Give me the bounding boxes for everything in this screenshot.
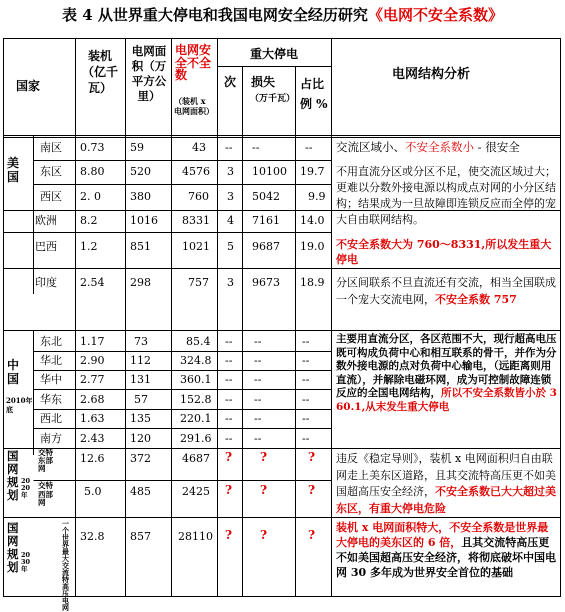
row-name: 一个世界最大交流特高压电网 — [62, 519, 69, 612]
analysis-us-eu — [336, 164, 558, 228]
cell-times: 4 — [227, 214, 234, 227]
cell-capacity: 1.17 — [80, 335, 105, 348]
cell-loss: -- — [254, 432, 262, 445]
cell-ratio: 19.0 — [300, 240, 325, 253]
cell-capacity: 5.0 — [84, 485, 102, 498]
cell-ratio: ? — [308, 528, 316, 542]
analysis-us-eu-text: 不用直流分区或分区不足，使交流区域过大；更难以分数外接电源以构成点对网的小分区结构；结果成为一旦故障即连锁反应而全停的宠大自由联网结构。 — [336, 165, 556, 226]
group-plan1: 国网规划 — [7, 449, 19, 502]
cell-area: 520 — [130, 165, 151, 178]
analysis-india — [336, 274, 558, 308]
cell-capacity: 2.54 — [80, 276, 105, 289]
row-name: 交特西部网 — [38, 481, 53, 507]
cell-coef: 1021 — [182, 240, 210, 253]
cell-loss: 5042 — [252, 190, 280, 203]
cell-ratio: ? — [308, 483, 316, 497]
group-china: 中国 — [7, 358, 20, 386]
cell-times: 3 — [227, 190, 234, 203]
row-name: 巴西 — [35, 240, 57, 253]
cell-area: 372 — [130, 452, 151, 465]
cell-times: -- — [225, 335, 233, 348]
cell-loss: ? — [260, 528, 268, 542]
analysis-south-red: 不安全系数小 — [405, 140, 474, 154]
cell-loss: -- — [254, 373, 262, 386]
cell-times: ? — [225, 528, 233, 542]
header-loss-unit: （万千瓦） — [250, 94, 296, 104]
cell-ratio: 19.7 — [300, 165, 325, 178]
analysis-india-text: 分区间联系不旦直流还有交流，相当全国联成一个宠大交流电网， — [336, 276, 556, 306]
header-coef-sub: （装机 x 电网面积） — [174, 96, 214, 116]
analysis-plan2020-red: 不安全系数已大大超过美东区，有重大停电危险 — [336, 485, 556, 515]
cell-loss: -- — [252, 141, 260, 154]
row-name: 印度 — [35, 276, 57, 289]
cell-capacity: 2.43 — [80, 432, 105, 445]
row-name: 南方 — [40, 432, 62, 445]
analysis-plan2020 — [336, 451, 558, 517]
cell-ratio: 9.9 — [308, 190, 326, 203]
cell-coef: 8331 — [182, 214, 210, 227]
cell-times: 3 — [227, 165, 234, 178]
cell-times: -- — [225, 432, 233, 445]
analysis-india-red: 不安全系数 757 — [435, 293, 517, 306]
cell-times: -- — [225, 141, 233, 154]
cell-area: 112 — [130, 354, 151, 367]
cell-times: 5 — [227, 240, 234, 253]
cell-coef: 324.8 — [180, 354, 212, 367]
cell-area: 857 — [130, 530, 151, 543]
cell-loss: ? — [260, 450, 268, 464]
analysis-china — [336, 333, 558, 414]
group-china-year: 2010年底 — [6, 396, 33, 414]
cell-capacity: 2.90 — [80, 354, 105, 367]
cell-coef: 28110 — [178, 530, 213, 543]
cell-area: 485 — [130, 485, 151, 498]
cell-loss: 10100 — [252, 165, 287, 178]
cell-loss: -- — [254, 335, 262, 348]
cell-loss: -- — [254, 393, 262, 406]
cell-coef: 4687 — [182, 452, 210, 465]
cell-times: ? — [225, 483, 233, 497]
cell-capacity: 8.2 — [80, 214, 98, 227]
cell-times: 3 — [227, 276, 234, 289]
cell-capacity: 0.73 — [80, 141, 105, 154]
cell-ratio: -- — [302, 373, 310, 386]
cell-loss: 9673 — [252, 276, 280, 289]
group-plan1-year: 2020年 — [21, 477, 31, 499]
analysis-plan2030-text: 且其交流特高压更不如美国超高压安全经济，将彻底破坏中国电网 30 多年成为世界安全首位的基础 — [336, 536, 556, 579]
title-prefix: 表 4 从世界重大停电和我国电网安全经历研究 — [62, 6, 368, 24]
cell-area: 131 — [130, 373, 151, 386]
cell-capacity: 1.2 — [80, 240, 98, 253]
row-name: 东北 — [40, 335, 62, 348]
title-highlight: 《电网不安全系数》 — [367, 6, 503, 24]
cell-ratio: 18.9 — [300, 276, 325, 289]
group-plan2: 国网规划 — [7, 521, 19, 574]
row-name: 南区 — [40, 141, 62, 154]
group-us: 美国 — [7, 156, 20, 184]
cell-ratio: -- — [302, 412, 310, 425]
cell-area: 59 — [130, 141, 144, 154]
header-area: 电网面积（万平方公里） — [131, 44, 167, 103]
cell-area: 1016 — [130, 214, 158, 227]
cell-ratio: -- — [302, 335, 310, 348]
row-name: 交特东部网 — [38, 448, 53, 473]
cell-coef: 760 — [188, 190, 209, 203]
cell-capacity: 2.77 — [80, 373, 105, 386]
cell-times: -- — [225, 412, 233, 425]
cell-coef: 2425 — [182, 485, 210, 498]
analysis-plan2020-text: 违反《稳定导则》，装机 x 电网面积归自由联网走上美东区道路，且其交流特高压更不如美国超高压安全经济， — [336, 452, 556, 498]
analysis-south — [336, 140, 558, 154]
row-name: 西北 — [40, 412, 62, 425]
cell-capacity: 32.8 — [80, 530, 105, 543]
cell-ratio: 14.0 — [300, 214, 325, 227]
cell-area: 380 — [130, 190, 151, 203]
row-name: 东区 — [40, 165, 62, 178]
header-times: 次 — [224, 75, 237, 89]
cell-area: 298 — [130, 276, 151, 289]
cell-loss: -- — [254, 412, 262, 425]
cell-loss: 7161 — [252, 214, 280, 227]
cell-loss: 9687 — [252, 240, 280, 253]
analysis-china-text: 主要用直流分区，各区范围不大，现行超高电压既可构成负荷中心和相互联系的骨干，并作为分数外接电源的点对负荷中心输电，（远距离则用直流），并解除电磁环网，成为可控制故障连锁反应的全国电网结构， — [336, 333, 557, 399]
header-blackout: 重大停电 — [250, 47, 299, 61]
header-region: 国家 — [16, 79, 41, 93]
analysis-plan2030-red: 装机 x 电网面积特大，不安全系数是世界最大停电的美东区的 6 倍， — [336, 521, 549, 549]
cell-capacity: 2.68 — [80, 393, 105, 406]
cell-area: 135 — [130, 412, 151, 425]
group-plan2-year: 2030年 — [21, 551, 31, 573]
cell-coef: 220.1 — [180, 412, 212, 425]
cell-ratio: -- — [302, 432, 310, 445]
cell-ratio: -- — [302, 393, 310, 406]
analysis-south-tail: - 很安全 — [474, 140, 520, 154]
cell-loss: ? — [260, 483, 268, 497]
analysis-plan2030 — [336, 520, 558, 580]
cell-coef: 43 — [192, 141, 206, 154]
cell-area: 851 — [130, 240, 151, 253]
row-name: 华北 — [40, 354, 62, 367]
cell-ratio: -- — [302, 354, 310, 367]
cell-times: -- — [225, 373, 233, 386]
cell-times: -- — [225, 393, 233, 406]
cell-ratio: -- — [305, 141, 313, 154]
header-ratio: 占比例 % — [300, 77, 328, 111]
cell-coef: 152.8 — [180, 393, 212, 406]
header-loss: 损失 — [251, 75, 276, 89]
cell-times: -- — [225, 354, 233, 367]
cell-area: 73 — [134, 335, 148, 348]
analysis-us-eu-red: 不安全系数大为 760～8331,所以发生重大停电 — [336, 238, 552, 266]
cell-loss: -- — [254, 354, 262, 367]
cell-area: 120 — [130, 432, 151, 445]
cell-coef: 757 — [188, 276, 209, 289]
header-analysis: 电网结构分析 — [392, 67, 471, 82]
cell-coef: 291.6 — [180, 432, 212, 445]
row-name: 西区 — [40, 190, 62, 203]
row-name: 欧洲 — [35, 214, 57, 227]
cell-ratio: ? — [308, 450, 316, 464]
cell-times: ? — [225, 450, 233, 464]
cell-area: 57 — [134, 393, 148, 406]
cell-coef: 4576 — [182, 165, 210, 178]
cell-capacity: 8.80 — [80, 165, 105, 178]
cell-coef: 85.4 — [186, 335, 211, 348]
analysis-china-red: 所以不安全系数皆小於 360.1,从末发生重大停电 — [336, 387, 557, 413]
cell-capacity: 1.63 — [80, 412, 105, 425]
header-capacity: 装机（亿千瓦） — [81, 49, 118, 95]
cell-coef: 360.1 — [180, 373, 212, 386]
header-coef: 电网安全不全数 — [175, 43, 212, 82]
row-name: 华中 — [40, 373, 62, 386]
row-name: 华东 — [40, 393, 62, 406]
cell-capacity: 2. 0 — [80, 190, 101, 203]
analysis-south-text: 交流区域小、 — [336, 140, 405, 154]
cell-capacity: 12.6 — [80, 452, 105, 465]
